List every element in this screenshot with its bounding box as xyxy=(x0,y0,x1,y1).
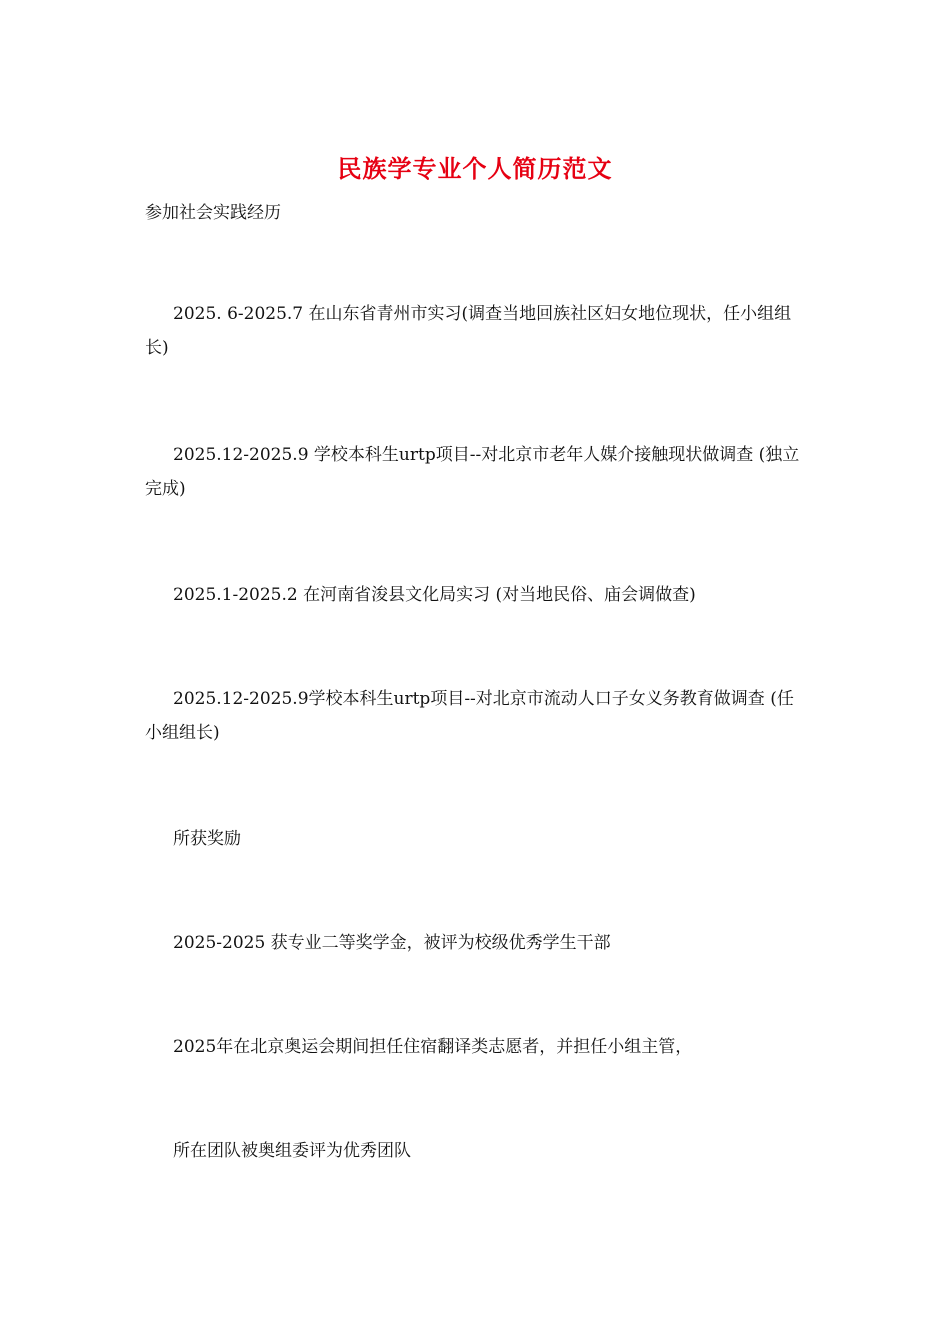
document-title: 民族学专业个人简历范文 xyxy=(337,154,613,183)
section-heading-practice: 参加社会实践经历 xyxy=(145,203,281,223)
practice-item-2: 2025.12-2025.9 学校本科生urtp项目--对北京市老年人媒介接触现状做调查 (独立完成) xyxy=(145,445,800,499)
award-item-3: 所在团队被奥组委评为优秀团队 xyxy=(173,1141,411,1161)
award-item-2: 2025年在北京奥运会期间担任住宿翻译类志愿者，并担任小组主管， xyxy=(173,1037,693,1057)
practice-item-1: 2025. 6-2025.7 在山东省青州市实习(调查当地回族社区妇女地位现状，任小组组长) xyxy=(145,304,792,358)
section-heading-awards: 所获奖励 xyxy=(173,829,241,849)
practice-item-3: 2025.1-2025.2 在河南省浚县文化局实习 (对当地民俗、庙会调做查) xyxy=(173,585,696,605)
award-item-1: 2025-2025 获专业二等奖学金，被评为校级优秀学生干部 xyxy=(173,933,611,953)
practice-item-4: 2025.12-2025.9学校本科生urtp项目--对北京市流动人口子女义务教育做调查 (任小组组长) xyxy=(145,689,794,743)
